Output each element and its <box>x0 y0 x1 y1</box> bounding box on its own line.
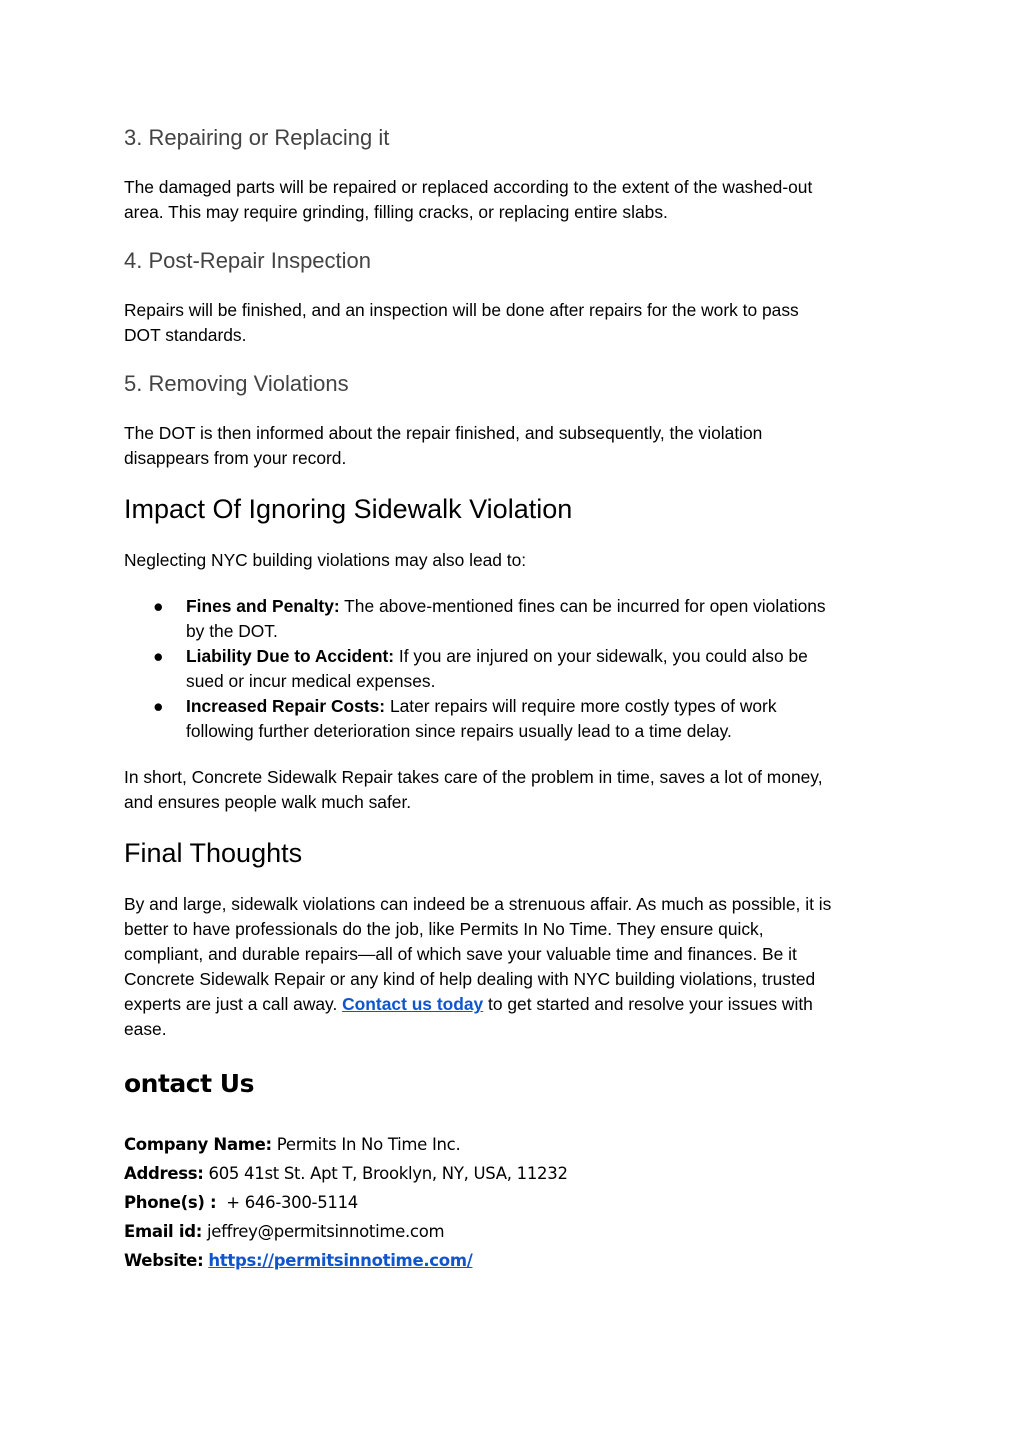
company-name-label: Company Name: <box>124 1135 272 1154</box>
paragraph-line: and ensures people walk much safer. <box>124 792 412 812</box>
contact-email-row <box>124 1217 900 1246</box>
impact-bullet-list <box>124 594 900 744</box>
paragraph-line: In short, Concrete Sidewalk Repair takes care of the problem in time, saves a lot of money, <box>124 767 823 787</box>
paragraph-line: area. This may require grinding, filling cracks, or replacing entire slabs. <box>124 202 668 222</box>
paragraph-line: ease. <box>124 1019 167 1039</box>
bullet-icon: ● <box>153 596 164 616</box>
paragraph-line: DOT standards. <box>124 325 247 345</box>
paragraph-line: The DOT is then informed about the repair finished, and subsequently, the violation <box>124 423 763 443</box>
heading-removing-violations: 5. Removing Violations <box>124 371 349 396</box>
bullet-bold-label: Liability Due to Accident: <box>186 646 395 666</box>
heading-post-repair-inspection: 4. Post-Repair Inspection <box>124 248 372 273</box>
heading-repairing-or-replacing: 3. Repairing or Replacing it <box>124 125 390 150</box>
bullet-text: If you are injured on your sidewalk, you could also be <box>394 646 808 666</box>
email-label: Email id: <box>124 1222 203 1241</box>
bullet-text: sued or incur medical expenses. <box>186 671 436 691</box>
paragraph-repairing <box>124 175 900 225</box>
paragraph-text: experts are just a call away. <box>124 994 343 1014</box>
paragraph-post-repair <box>124 298 900 348</box>
contact-company-row <box>124 1130 900 1159</box>
email-value: jeffrey@permitsinnotime.com <box>202 1222 445 1241</box>
website-link[interactable]: https://permitsinnotime.com/ <box>208 1251 473 1270</box>
list-item <box>124 594 900 644</box>
paragraph-line <box>124 992 900 1017</box>
heading-final-thoughts: Final Thoughts <box>124 838 303 868</box>
paragraph-line: Repairs will be finished, and an inspection will be done after repairs for the work to pass <box>124 300 799 320</box>
heading-impact: Impact Of Ignoring Sidewalk Violation <box>124 494 573 524</box>
paragraph-line: The damaged parts will be repaired or replaced according to the extent of the washed-out <box>124 177 813 197</box>
paragraph-removing-violations <box>124 421 900 471</box>
contact-us-today-link[interactable]: Contact us today <box>342 994 484 1014</box>
heading-contact-us: ontact Us <box>124 1069 254 1098</box>
bullet-text: following further deterioration since repairs usually lead to a time delay. <box>186 721 732 741</box>
paragraph-impact-intro: Neglecting NYC building violations may also lead to: <box>124 550 527 570</box>
paragraph-line: By and large, sidewalk violations can indeed be a strenuous affair. As much as possible, it is <box>124 894 832 914</box>
contact-phone-row <box>124 1188 900 1217</box>
bullet-bold-label: Increased Repair Costs: <box>186 696 386 716</box>
list-item <box>124 644 900 694</box>
paragraph-line: better to have professionals do the job, like Permits In No Time. They ensure quick, <box>124 919 764 939</box>
bullet-text: The above-mentioned fines can be incurred for open violations <box>339 596 826 616</box>
phone-label: Phone(s) : <box>124 1193 217 1212</box>
paragraph-line: Concrete Sidewalk Repair or any kind of help dealing with NYC building violations, trusted <box>124 969 816 989</box>
paragraph-text: to get started and resolve your issues with <box>483 994 813 1014</box>
contact-address-row <box>124 1159 900 1188</box>
bullet-bold-label: Fines and Penalty: <box>186 596 340 616</box>
contact-details <box>124 1130 900 1275</box>
list-item <box>124 694 900 744</box>
paragraph-line: compliant, and durable repairs—all of which save your valuable time and finances. Be it <box>124 944 797 964</box>
paragraph-impact-summary <box>124 765 900 815</box>
bullet-text: by the DOT. <box>186 621 278 641</box>
address-value: 605 41st St. Apt T, Brooklyn, NY, USA, 11232 <box>203 1164 568 1183</box>
bullet-icon: ● <box>153 696 164 716</box>
bullet-text: Later repairs will require more costly types of work <box>385 696 777 716</box>
company-name-value: Permits In No Time Inc. <box>271 1135 461 1154</box>
phone-value: + 646-300-5114 <box>216 1193 359 1212</box>
paragraph-final-thoughts <box>124 892 900 1042</box>
website-label: Website: <box>124 1251 204 1270</box>
address-label: Address: <box>124 1164 204 1183</box>
contact-website-row <box>124 1246 900 1275</box>
bullet-icon: ● <box>153 646 164 666</box>
paragraph-line: disappears from your record. <box>124 448 347 468</box>
